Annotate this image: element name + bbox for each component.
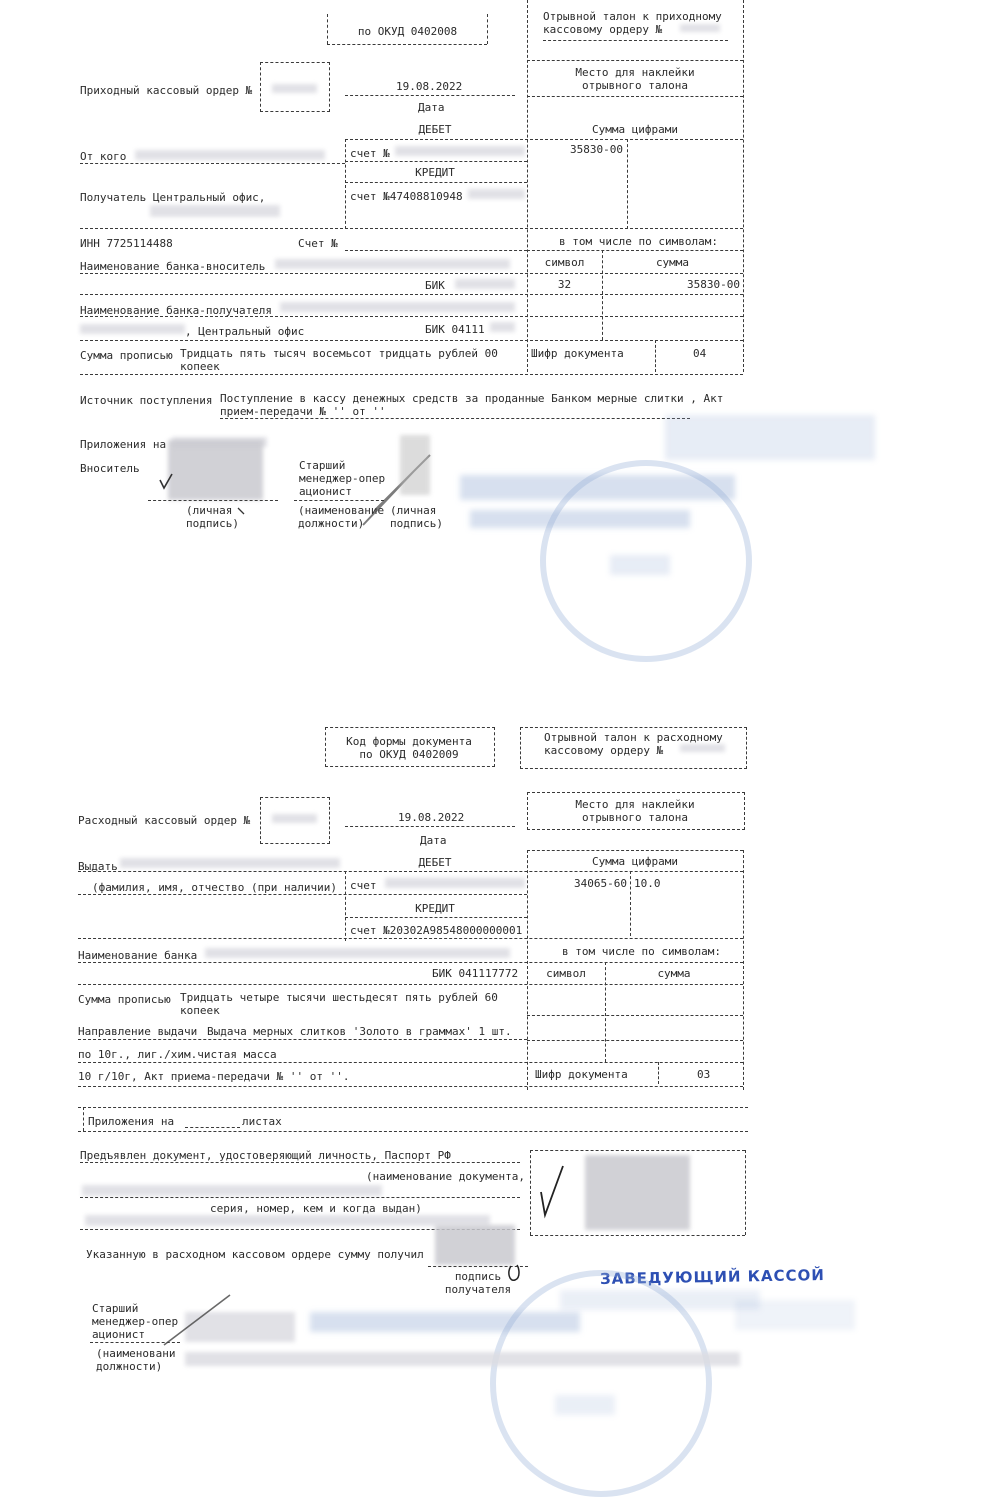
including-label: в том числе по символам: [559, 235, 718, 248]
source-line [220, 418, 690, 419]
bik: БИК 041117772 [432, 967, 519, 980]
table-line-6 [78, 984, 743, 985]
officer-position: Старший менеджер-опер ационист [299, 459, 386, 498]
sum-digits-label: Сумма цифрами [591, 123, 679, 136]
officer-position: Старший менеджер-опер ационист [92, 1302, 179, 1341]
amount-digits: 35830-00 [570, 143, 623, 156]
sticker-place: Место для наклейки отрывного талона [575, 798, 695, 824]
date-line [345, 95, 515, 96]
credit-account: счет №20302A98548000000001 [350, 924, 523, 937]
depositor-label: Вноситель [80, 462, 140, 475]
table-line-1 [345, 139, 743, 140]
table-line-7 [527, 1015, 743, 1016]
form-code: Код формы документа по ОКУД 0402009 [346, 735, 472, 761]
attachments-label: Приложения на [88, 1115, 175, 1128]
recipient-bank-redacted [280, 302, 515, 312]
okud-code: по ОКУД 0402008 [357, 25, 458, 38]
debit-account: счет № [350, 147, 390, 160]
stamp-top-redacted [665, 415, 875, 460]
table-line-1 [78, 871, 743, 872]
order-number-redacted [272, 814, 317, 823]
attachments-label: Приложения на [80, 438, 167, 451]
debit-account-redacted [395, 146, 525, 156]
debit-label: ДЕБЕТ [418, 123, 452, 136]
account-short: Счет № [298, 237, 338, 250]
bank-name-redacted [205, 948, 510, 958]
receiver-sign-caption: подпись получателя [444, 1270, 512, 1296]
doc-code: 04 [693, 347, 707, 360]
stamp-center-redacted [610, 555, 670, 575]
credit-label: КРЕДИТ [415, 902, 455, 915]
table-line-3 [345, 917, 527, 918]
order-label: Расходный кассовый ордер № [78, 814, 251, 827]
credit-account: счет №47408810948 [350, 190, 463, 203]
cashier-check-signature [535, 1160, 575, 1220]
credit-label: КРЕДИТ [415, 166, 455, 179]
central-office: , Центральный офис [185, 325, 305, 338]
officer-signature [355, 430, 445, 530]
debit-account: счет [350, 879, 377, 892]
sum-words-label: Сумма прописью [80, 349, 173, 362]
doc-code-label: Шифр документа [535, 1068, 628, 1081]
sum-label: сумма [655, 256, 690, 269]
symbols-divider [602, 250, 603, 340]
direction-text-3: 10 г/10г, Акт приема-передачи № '' от ''. [78, 1070, 350, 1083]
stub-title: Отрывной талон к расходному кассовому ордеру № [544, 731, 723, 757]
sum-words: Тридцать пять тысяч восемьсот тридцать рублей 00 копеек [180, 347, 498, 373]
stub-number-redacted [680, 24, 720, 32]
table-line-6 [80, 294, 743, 295]
payer-bank-label: Наименование банка-вноситель [80, 260, 266, 273]
table-line-9 [80, 374, 743, 375]
recipient-bank-2-redacted [80, 324, 185, 334]
issued-by-redacted [85, 1215, 490, 1226]
officer-sign-caption: (личная подпись) [390, 504, 443, 530]
table-right [743, 850, 744, 1090]
table-left [345, 139, 346, 229]
doc-code-label: Шифр документа [531, 347, 624, 360]
sticker-place: Место для наклейки отрывного талона [575, 66, 695, 92]
sign-box-left [530, 1150, 531, 1235]
depositor-signature [150, 470, 270, 530]
bik-recipient-redacted [490, 322, 515, 332]
sum-words-label: Сумма прописью [78, 993, 171, 1006]
from-name-redacted [135, 150, 325, 160]
presented-document: Предъявлен документ, удостоверяющий личность, Паспорт РФ [80, 1149, 451, 1162]
cashier-stamp-title: ЗАВЕДУЮЩИЙ КАССОЙ [599, 1266, 826, 1288]
stamp-center-redacted [555, 1395, 615, 1415]
debit-account-redacted [385, 878, 525, 888]
recipient-label: Получатель Центральный офис, [80, 191, 266, 204]
receiver-signature-mark [505, 1262, 530, 1287]
depositor-sign-caption: (личная подпись) [186, 504, 239, 530]
bik-label: БИК [425, 279, 445, 292]
amount-divider [627, 139, 628, 229]
stub-right-border [743, 0, 744, 372]
passport-line [80, 1197, 520, 1198]
stamp-name-redacted [310, 1312, 580, 1332]
table-line-4 [80, 228, 743, 229]
table-top [527, 850, 743, 851]
order-date: 19.08.2022 [396, 80, 463, 93]
issue-name-redacted [120, 858, 340, 868]
doc-code-divider [655, 340, 656, 372]
table-line-5 [80, 273, 743, 274]
attachments-sheets: листах [242, 1115, 282, 1128]
table-line-5 [78, 962, 743, 963]
table-line-3 [345, 182, 527, 183]
table-line-8 [80, 340, 743, 341]
fio-caption: (фамилия, имя, отчество (при наличии) [92, 881, 338, 894]
direction-label: Направление выдачи [78, 1025, 198, 1038]
cashier-signature-redacted [585, 1155, 690, 1230]
symbol-label: символ [546, 967, 586, 980]
sign-box-right [745, 1150, 746, 1235]
symbol-label: символ [544, 256, 585, 269]
attachments-bottom [78, 1131, 748, 1132]
stamp-text-redacted [460, 475, 735, 500]
stub-divider-2 [527, 96, 743, 97]
presented-line [80, 1162, 520, 1163]
symbols-line [527, 250, 743, 251]
date-line [345, 826, 515, 827]
including-label: в том числе по символам: [562, 945, 721, 958]
order-label: Приходный кассовый ордер № [80, 84, 253, 97]
source-label: Источник поступления [80, 394, 213, 407]
recipient-bank-label: Наименование банка-получателя [80, 304, 273, 317]
symbols-divider [605, 962, 606, 1062]
amount-divider [630, 871, 631, 936]
table-line-4 [78, 938, 743, 939]
table-line-2 [345, 161, 527, 162]
received-label: Указанную в расходном кассовом ордере сумму получил [86, 1248, 424, 1261]
payer-bank-redacted [275, 259, 510, 269]
amount-extra: 10.0 [634, 877, 661, 890]
sum-digits-label: Сумма цифрами [591, 855, 679, 868]
stub-number-line [543, 40, 728, 41]
stamp-side-redacted [735, 1300, 855, 1330]
credit-account-redacted [468, 189, 525, 199]
okud-box-right [487, 14, 488, 44]
receiver-signature-redacted [435, 1225, 515, 1265]
direction-text-2: по 10г., лиг./хим.чистая масса [78, 1048, 277, 1061]
recipient-name-redacted [150, 205, 280, 217]
symbol-sum: 35830-00 [687, 278, 740, 291]
sign-box-bottom [530, 1235, 745, 1236]
direction-text-1: Выдача мерных слитков 'Золото в граммах' 1 шт. [207, 1025, 512, 1038]
officer-position-caption: (наименовани должности) [96, 1347, 176, 1373]
date-label: Дата [420, 834, 447, 847]
bik-recipient: БИК 04111 [425, 323, 485, 336]
officer-name-redacted [185, 1352, 740, 1366]
doc-code-divider [658, 1062, 659, 1084]
direction-line-1 [78, 1039, 527, 1040]
source-text: Поступление в кассу денежных средств за проданные Банком мерные слитки , Акт прием-передачи № '' от '' [220, 392, 724, 418]
symbol-value: 32 [557, 278, 572, 291]
attachments-count-line [185, 1127, 240, 1128]
from-label: От кого [80, 150, 127, 163]
stub-number-redacted [680, 744, 725, 752]
sum-label: сумма [657, 967, 691, 980]
bik-redacted [455, 279, 515, 289]
sign-box-top [530, 1150, 745, 1151]
date-label: Дата [418, 101, 445, 114]
table-line-7 [80, 316, 743, 317]
attachments-top [78, 1107, 748, 1108]
account-short-line [345, 250, 527, 251]
series-caption: серия, номер, кем и когда выдан) [210, 1202, 422, 1215]
passport-redacted [82, 1185, 382, 1196]
stamp-text-redacted-2 [470, 510, 690, 528]
officer-signature [160, 1290, 240, 1350]
amount-digits: 34065-60 [574, 877, 627, 890]
table-line-2 [78, 894, 527, 895]
stamp-line-redacted [560, 1290, 760, 1310]
issue-label: Выдать [78, 860, 118, 873]
from-line [80, 163, 345, 164]
officer-position-caption: (наименование должности) [298, 504, 385, 530]
bank-label: Наименование банка [78, 949, 198, 962]
okud-box-bottom [327, 44, 487, 45]
inn: ИНН 7725114488 [80, 237, 173, 250]
table-line-8 [527, 1040, 743, 1041]
order-number-redacted [272, 84, 317, 93]
direction-line-2 [78, 1062, 743, 1063]
okud-box-left [327, 14, 328, 44]
sum-words: Тридцать четыре тысячи шестьдесят пять рублей 60 копеек [180, 991, 498, 1017]
doc-code: 03 [697, 1068, 711, 1081]
debit-label: ДЕБЕТ [418, 856, 452, 869]
stub-title: Отрывной талон к приходному кассовому ордеру № [543, 10, 722, 36]
attachments-left [83, 1107, 84, 1131]
table-line-9 [78, 1086, 743, 1087]
stub-divider [527, 60, 743, 61]
order-date: 19.08.2022 [398, 811, 465, 824]
doc-name-caption: (наименование документа, [366, 1170, 525, 1183]
